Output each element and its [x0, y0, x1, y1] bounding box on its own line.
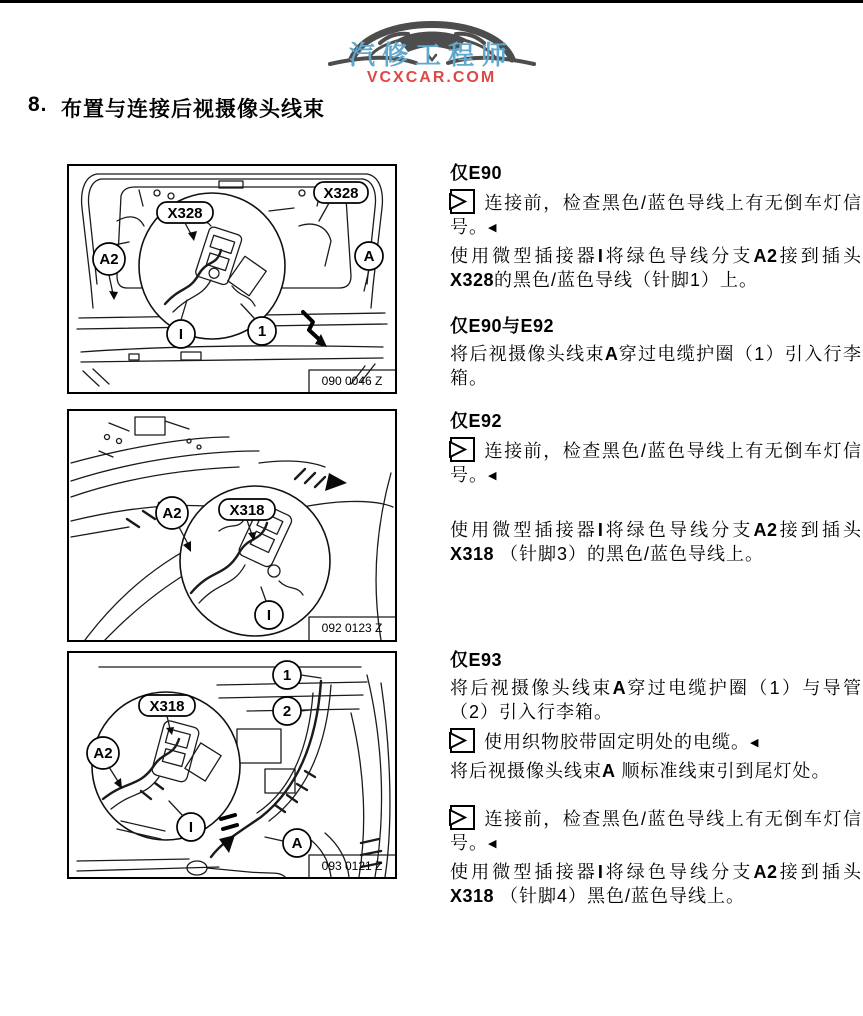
note-icon — [450, 805, 475, 830]
figure-e90-trunk-lid — [67, 164, 397, 394]
note-paragraph — [450, 437, 862, 488]
callout-2: 2 — [282, 703, 292, 720]
section-heading-e90: 仅E90 — [450, 163, 503, 183]
paragraph-text — [450, 761, 831, 781]
figure-number: 093 0121 Z — [321, 859, 383, 873]
note-icon — [450, 189, 475, 214]
figure-e92-trunk — [67, 409, 397, 642]
text-segment: （针脚3）的黑色/蓝色导线上。 — [494, 544, 765, 564]
page-top-rule — [0, 0, 863, 3]
section-e92 — [450, 409, 862, 566]
end-marker: ◀ — [488, 222, 497, 234]
note-icon — [450, 437, 475, 462]
end-marker: ◀ — [488, 838, 497, 850]
paragraph-text — [450, 344, 862, 388]
paragraph-text — [450, 809, 862, 853]
callout-i: I — [266, 607, 272, 624]
section-heading-e93: 仅E93 — [450, 650, 503, 670]
callout-x328-inner: X328 — [167, 205, 203, 222]
text-segment: 接到插头 — [777, 862, 863, 882]
figure-e93-drawing — [69, 653, 395, 877]
page-title — [28, 93, 325, 123]
section-e90 — [450, 161, 862, 292]
figure-e92-drawing — [69, 411, 395, 640]
note-paragraph — [450, 728, 862, 755]
paragraph — [450, 518, 862, 566]
text-segment: 穿过电缆护圈（1）与导管（2）引入行李箱。 — [450, 678, 862, 722]
callout-x318: X318 — [149, 698, 185, 715]
brand-site-url: VCXCAR.COM — [366, 69, 497, 86]
site-logo — [0, 5, 863, 87]
figure-number: 092 0123 Z — [321, 621, 383, 635]
text-segment: 接到插头 — [777, 246, 863, 266]
bold-code-ref: X318 — [450, 886, 495, 906]
paragraph-text — [450, 441, 862, 485]
end-marker: ◀ — [750, 737, 759, 749]
bold-code-ref: A2 — [753, 520, 778, 540]
paragraph — [450, 244, 862, 292]
callout-a: A — [291, 835, 303, 852]
text-segment: 使用微型插接器 — [450, 862, 598, 882]
text-segment: 将后视摄像头线束 — [450, 678, 613, 698]
callout-x318: X318 — [229, 502, 265, 519]
text-segment: 连接前，检查黑色/蓝色导线上有无倒车灯信号。 — [450, 441, 862, 485]
paragraph-text — [450, 246, 862, 290]
text-segment: 将绿色导线分支 — [603, 862, 754, 882]
paragraph — [450, 676, 862, 724]
bold-code-ref: A2 — [753, 862, 778, 882]
callout-x328-top: X328 — [323, 185, 359, 202]
text-segment: 顺标准线束引到尾灯处。 — [615, 761, 831, 781]
bold-code-ref: A — [612, 678, 627, 698]
bold-code-ref: I — [597, 520, 604, 540]
text-segment: 使用微型插接器 — [450, 520, 598, 540]
paragraph — [450, 860, 862, 908]
callout-1: 1 — [282, 667, 292, 684]
paragraph-text — [450, 862, 862, 906]
bold-code-ref: A2 — [753, 246, 778, 266]
paragraph-text — [450, 678, 862, 722]
paragraph-text — [484, 732, 758, 752]
section-e93 — [450, 648, 862, 908]
bold-code-ref: X328 — [450, 270, 495, 290]
text-segment: （针脚4）黑色/蓝色导线上。 — [494, 886, 746, 906]
callout-a2: A2 — [99, 251, 119, 268]
callout-a2: A2 — [162, 505, 182, 522]
section-e90-e92 — [450, 314, 862, 390]
text-segment: 接到插头 — [777, 520, 863, 540]
figure-number: 090 0046 Z — [321, 374, 383, 388]
callout-a: A — [363, 248, 375, 265]
bold-code-ref: A — [604, 344, 619, 364]
note-icon — [450, 728, 475, 753]
paragraph-text — [450, 520, 862, 564]
figure-e93-trunk — [67, 651, 397, 879]
page-title-text: 布置与连接后视摄像头线束 — [61, 98, 325, 121]
paragraph — [450, 759, 862, 783]
page-title-number: 8. — [28, 93, 48, 116]
section-heading-e92: 仅E92 — [450, 411, 503, 431]
text-segment: 将绿色导线分支 — [603, 520, 754, 540]
callout-i: I — [188, 819, 194, 836]
text-segment: 连接前，检查黑色/蓝色导线上有无倒车灯信号。 — [450, 193, 862, 237]
bold-code-ref: I — [597, 246, 604, 266]
text-segment: 使用微型插接器 — [450, 246, 598, 266]
text-segment: 的黑色/蓝色导线（针脚1）上。 — [494, 270, 759, 290]
callout-i: I — [178, 326, 184, 343]
paragraph — [450, 342, 862, 390]
figure-e90-drawing — [69, 166, 395, 392]
section-heading-e90-e92: 仅E90与E92 — [450, 316, 555, 336]
end-marker: ◀ — [488, 470, 497, 482]
brand-name: 汽修工程师 — [348, 40, 514, 70]
bold-code-ref: I — [597, 862, 604, 882]
callout-a2: A2 — [93, 745, 113, 762]
text-segment: 连接前，检查黑色/蓝色导线上有无倒车灯信号。 — [450, 809, 862, 853]
text-segment: 穿过电缆护圈（1）引入行李箱。 — [450, 344, 863, 388]
text-segment: 使用织物胶带固定明处的电缆。 — [484, 732, 750, 752]
text-segment: 将后视摄像头线束 — [450, 761, 602, 781]
callout-1: 1 — [257, 323, 267, 340]
text-segment: 将绿色导线分支 — [603, 246, 754, 266]
bold-code-ref: A — [602, 761, 616, 781]
paragraph-text — [450, 193, 862, 237]
text-segment: 将后视摄像头线束 — [450, 344, 605, 364]
note-paragraph — [450, 805, 862, 856]
bold-code-ref: X318 — [450, 544, 495, 564]
note-paragraph — [450, 189, 862, 240]
